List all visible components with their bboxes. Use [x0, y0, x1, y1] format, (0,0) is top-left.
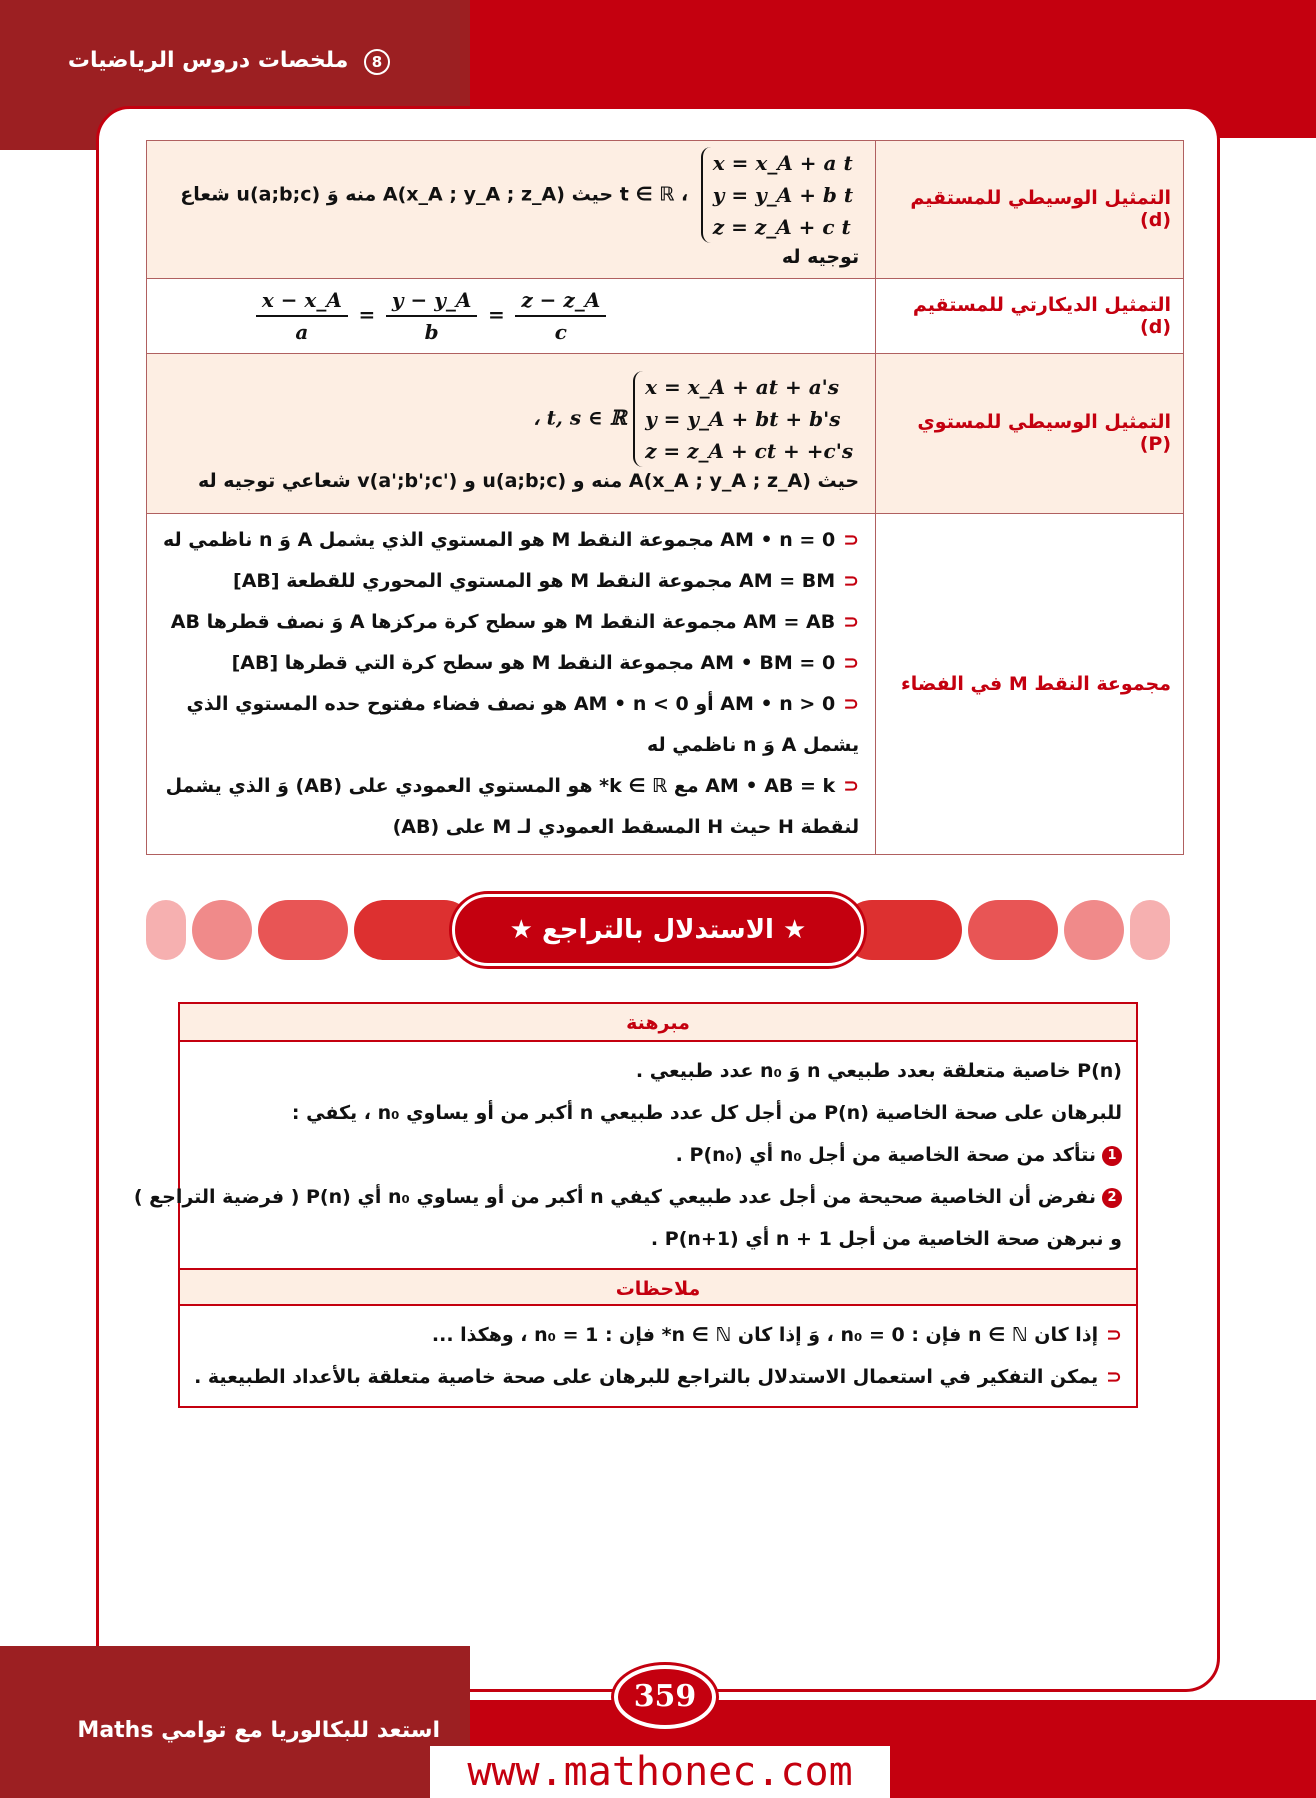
theorem-box — [133, 1002, 1138, 1408]
row-content — [147, 353, 876, 513]
header-title-text: ملخصات دروس الرياضيات — [67, 48, 349, 73]
fraction: $\frac{z - z\_A}{c}$ — [515, 285, 606, 347]
section-title: ★ الاستدلال بالتراجع ★ — [452, 894, 864, 966]
step-marker: 2 — [1102, 1188, 1122, 1208]
theorem-line: و نبرهن صحة الخاصية من أجل n + 1 أي P(n+1) . — [650, 1228, 1122, 1250]
parametric-system: x = x_A + a t y = y_A + b t z = z_A + c t — [701, 147, 859, 243]
list-item: ⊂AM • BM = 0 مجموعة النقط M هو سطح كرة التي قطرها [AB] — [231, 651, 860, 674]
table-row — [147, 141, 1184, 279]
theorem-step: 1نتأكد من صحة الخاصية من أجل n₀ أي P(n₀) . — [194, 1134, 1122, 1176]
row-label: التمثيل الديكارتي للمستقيم (d) — [876, 278, 1184, 353]
table-row — [147, 513, 1184, 854]
parametric-system: x = x_A + at + a's y = y_A + bt + b's z = z_A + ct + +c's — [633, 371, 859, 467]
theorem-body — [133, 1042, 1136, 1268]
theorem-line: للبرهان على صحة الخاصية P(n) من أجل كل عدد طبيعي n أكبر من أو يساوي n₀ ، يكفي : — [291, 1102, 1122, 1124]
website-url: www.mathonec.com — [430, 1746, 890, 1798]
page-number: 359 — [614, 1665, 716, 1729]
chapter-number-badge: 8 — [364, 49, 390, 75]
parameter-domain: t, s ∈ ℝ ، — [533, 405, 627, 430]
row-content: $\frac{x - x\_A}{a}$ = $\frac{y - y\_A}{b}$ = $\frac{z - z\_A}{c}$ — [147, 278, 876, 353]
row-text: ، t ∈ ℝ حيث A(x_A ; y_A ; z_A) منه وَ u(a;b;c) شعاع توجيه له — [180, 183, 860, 268]
footer-title: استعد للبكالوريا مع توامي Maths — [77, 1718, 440, 1743]
summary-table — [146, 140, 1184, 855]
theorem-step: 2نفرض أن الخاصية صحيحة من أجل عدد طبيعي كيفي n أكبر من أو يساوي n₀ أي P(n) ( فرضية التراجع ) — [194, 1176, 1122, 1218]
list-item: ⊂AM • n > 0 أو AM • n < 0 هو نصف فضاء مفتوح حده المستوي الذي — [186, 692, 860, 715]
list-item: ⊂AM = BM مجموعة النقط M هو المستوي المحوري للقطعة [AB] — [233, 569, 860, 592]
list-item-continuation: يشمل A وَ n ناظمي له — [647, 733, 860, 756]
row-label: التمثيل الوسيطي للمستقيم (d) — [876, 141, 1184, 279]
note-item: ⊂إذا كان n ∈ ℕ فإن : n₀ = 0 ، وَ إذا كان n ∈ ℕ* فإن : n₀ = 1 ، وهكذا ... — [431, 1324, 1122, 1346]
section-ribbon — [146, 900, 1170, 960]
note-item: ⊂يمكن التفكير في استعمال الاستدلال بالتراجع للبرهان على صحة خاصية متعلقة بالأعداد الطبيعية . — [194, 1366, 1122, 1388]
row-text: حيث A(x_A ; y_A ; z_A) منه و u(a;b;c) و v(a';b';c') شعاعي توجيه له — [197, 469, 860, 492]
list-item-continuation: لنقطة H حيث H المسقط العمودي لـ M على (AB) — [392, 815, 860, 838]
fraction: $\frac{y - y\_A}{b}$ — [386, 285, 477, 347]
table-row — [147, 353, 1184, 513]
notes-heading: ملاحظات — [180, 1268, 1136, 1306]
theorem-line: P(n) خاصية متعلقة بعدد طبيعي n وَ n₀ عدد طبيعي . — [635, 1060, 1122, 1082]
row-label: مجموعة النقط M في الفضاء — [876, 513, 1184, 854]
row-label: التمثيل الوسيطي للمستوي (P) — [876, 353, 1184, 513]
list-item: ⊂AM • n = 0 مجموعة النقط M هو المستوي الذي يشمل A وَ n ناظمي له — [163, 528, 860, 551]
notes-body — [180, 1306, 1136, 1406]
list-item: ⊂AM • AB = k مع k ∈ ℝ* هو المستوي العمودي على (AB) وَ الذي يشمل — [165, 774, 860, 797]
fraction: $\frac{x - x\_A}{a}$ — [256, 285, 348, 347]
list-item: ⊂AM = AB مجموعة النقط M هو سطح كرة مركزها A وَ نصف قطرها AB — [170, 610, 860, 633]
row-content — [147, 141, 876, 279]
header-title — [60, 48, 390, 75]
theorem-heading: مبرهنة — [180, 1004, 1136, 1042]
step-marker: 1 — [1102, 1146, 1122, 1166]
table-row — [147, 278, 1184, 353]
row-content — [147, 513, 876, 854]
